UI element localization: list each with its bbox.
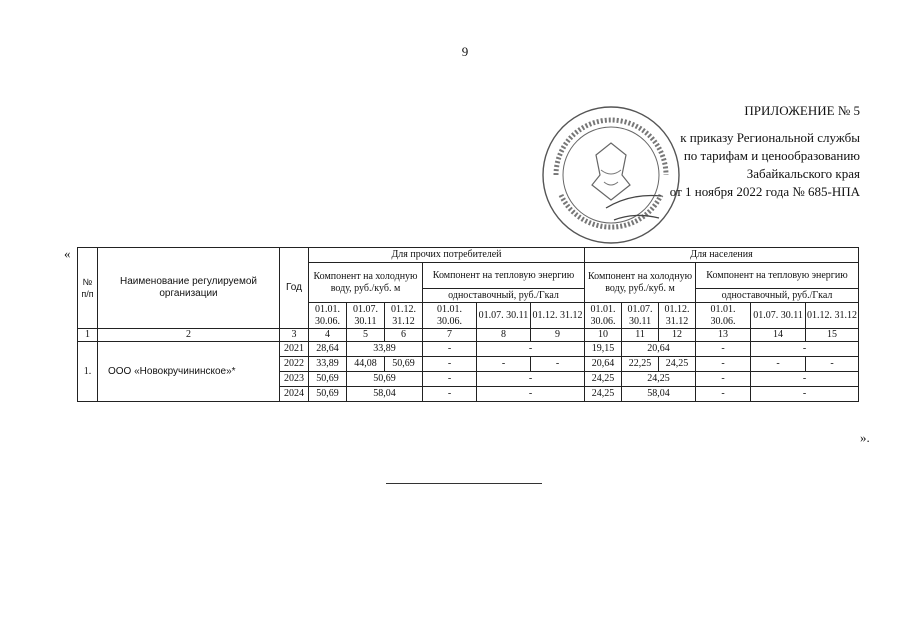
period-header: 01.01. 30.06. — [696, 303, 751, 329]
period-header: 01.01. 30.06. — [423, 303, 477, 329]
org-number: 1. — [78, 342, 98, 402]
header-num: № п/п — [78, 248, 98, 329]
value-cell: 20,64 — [585, 357, 622, 372]
opening-quote: « — [64, 246, 71, 261]
org-name: ООО «Новокручининское»* — [98, 342, 280, 402]
value-cell: - — [423, 372, 477, 387]
value-cell: - — [751, 357, 806, 372]
header-single-rate-population: одноставочный, руб./Гкал — [696, 289, 859, 303]
value-cell: 28,64 — [309, 342, 347, 357]
value-cell: - — [806, 357, 859, 372]
column-number: 7 — [423, 329, 477, 342]
value-cell: - — [751, 342, 859, 357]
appendix-header — [600, 102, 860, 201]
header-year: Год — [280, 248, 309, 329]
column-number: 11 — [622, 329, 659, 342]
column-number: 9 — [531, 329, 585, 342]
value-cell: 50,69 — [385, 357, 423, 372]
column-number: 4 — [309, 329, 347, 342]
value-cell: 20,64 — [622, 342, 696, 357]
header-org-name: Наименование регулируемой организации — [98, 248, 280, 329]
column-number: 2 — [98, 329, 280, 342]
value-cell: - — [423, 387, 477, 402]
page-number: 9 — [461, 44, 469, 59]
value-cell: - — [477, 357, 531, 372]
value-cell: - — [477, 387, 585, 402]
column-number: 13 — [696, 329, 751, 342]
header-cold-water-other: Компонент на холодную воду, руб./куб. м — [309, 263, 423, 303]
value-cell: 33,89 — [347, 342, 423, 357]
column-number: 14 — [751, 329, 806, 342]
value-cell: 50,69 — [309, 387, 347, 402]
header-heat-energy-other: Компонент на тепловую энергию — [423, 263, 585, 289]
value-cell: 44,08 — [347, 357, 385, 372]
tariff-table — [77, 247, 859, 402]
value-cell: 19,15 — [585, 342, 622, 357]
value-cell: 33,89 — [309, 357, 347, 372]
value-cell: - — [696, 387, 751, 402]
column-number: 1 — [78, 329, 98, 342]
column-number: 3 — [280, 329, 309, 342]
period-header: 01.07. 30.11 — [622, 303, 659, 329]
value-cell: 22,25 — [622, 357, 659, 372]
year-cell: 2024 — [280, 387, 309, 402]
value-cell: 24,25 — [659, 357, 696, 372]
value-cell: 24,25 — [622, 372, 696, 387]
year-cell: 2023 — [280, 372, 309, 387]
footer-separator-line — [386, 483, 542, 484]
value-cell: - — [751, 387, 859, 402]
appendix-line-2: по тарифам и ценообразованию — [683, 148, 860, 163]
column-number: 10 — [585, 329, 622, 342]
period-header: 01.07. 30.11 — [347, 303, 385, 329]
value-cell: - — [477, 342, 585, 357]
period-header: 01.12. 31.12 — [806, 303, 859, 329]
header-cold-water-population: Компонент на холодную воду, руб./куб. м — [585, 263, 696, 303]
closing-quote: ». — [860, 430, 870, 445]
column-number: 15 — [806, 329, 859, 342]
value-cell: - — [477, 372, 585, 387]
period-header: 01.01. 30.06. — [309, 303, 347, 329]
year-cell: 2021 — [280, 342, 309, 357]
value-cell: - — [423, 342, 477, 357]
value-cell: - — [696, 357, 751, 372]
column-number: 12 — [659, 329, 696, 342]
column-number: 6 — [385, 329, 423, 342]
value-cell: 50,69 — [309, 372, 347, 387]
appendix-title: ПРИЛОЖЕНИЕ № 5 — [744, 103, 860, 118]
value-cell: 24,25 — [585, 387, 622, 402]
table-row-2021 — [78, 342, 859, 357]
year-cell: 2022 — [280, 357, 309, 372]
header-heat-energy-population: Компонент на тепловую энергию — [696, 263, 859, 289]
value-cell: - — [696, 342, 751, 357]
appendix-line-4: от 1 ноября 2022 года № 685-НПА — [669, 184, 860, 199]
period-header: 01.12. 31.12 — [385, 303, 423, 329]
column-number: 8 — [477, 329, 531, 342]
period-header: 01.12. 31.12 — [659, 303, 696, 329]
period-header: 01.12. 31.12 — [531, 303, 585, 329]
value-cell: 24,25 — [585, 372, 622, 387]
header-single-rate-other: одноставочный, руб./Гкал — [423, 289, 585, 303]
value-cell: - — [531, 357, 585, 372]
header-other-consumers: Для прочих потребителей — [309, 248, 585, 263]
value-cell: 58,04 — [347, 387, 423, 402]
period-header: 01.01. 30.06. — [585, 303, 622, 329]
value-cell: 50,69 — [347, 372, 423, 387]
appendix-line-1: к приказу Региональной службы — [680, 130, 860, 145]
header-population: Для населения — [585, 248, 859, 263]
value-cell: 58,04 — [622, 387, 696, 402]
value-cell: - — [423, 357, 477, 372]
appendix-line-3: Забайкальского края — [746, 166, 860, 181]
period-header: 01.07. 30.11 — [477, 303, 531, 329]
value-cell: - — [751, 372, 859, 387]
column-number: 5 — [347, 329, 385, 342]
column-number-row — [78, 329, 859, 342]
value-cell: - — [696, 372, 751, 387]
period-header: 01.07. 30.11 — [751, 303, 806, 329]
